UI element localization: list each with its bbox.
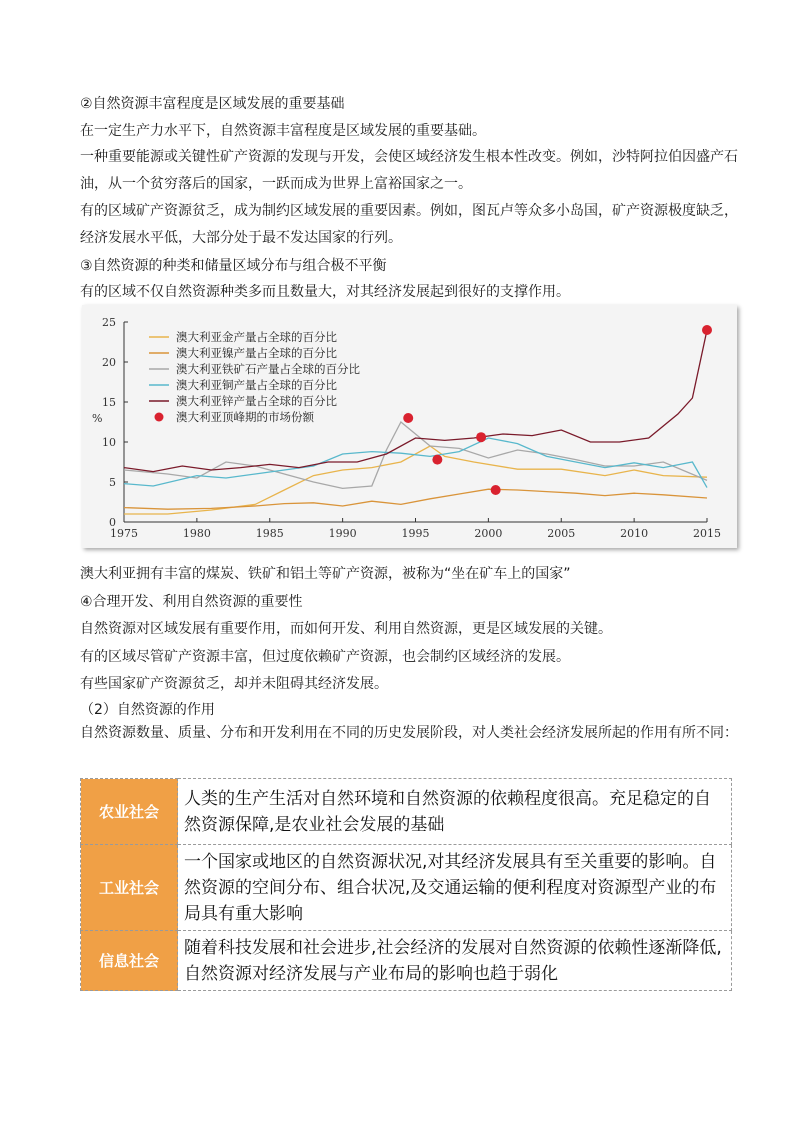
legend-label: 澳大利亚金产量占全球的百分比 [176, 330, 337, 344]
x-tick-label: 1985 [255, 527, 284, 540]
y-tick-label: 0 [109, 516, 116, 529]
table-row [81, 845, 732, 931]
heading-2: ②自然资源丰富程度是区域发展的重要基础 [80, 96, 345, 112]
x-tick-label: 1995 [401, 527, 430, 540]
resource-role-table [80, 778, 732, 991]
peak-point [702, 325, 712, 335]
series-line [124, 446, 707, 514]
legend-label: 澳大利亚铁矿石产量占全球的百分比 [176, 362, 360, 376]
y-tick-label: 25 [102, 316, 116, 329]
x-tick-label: 1980 [182, 527, 211, 540]
paragraph: 自然资源对区域发展有重要作用，而如何开发、利用自然资源，更是区域发展的关键。 [80, 621, 612, 637]
table-row [81, 931, 732, 991]
y-tick-label: 5 [109, 476, 116, 489]
heading-4: ④合理开发、利用自然资源的重要性 [80, 594, 303, 610]
legend-label: 澳大利亚锌产量占全球的百分比 [176, 394, 337, 408]
australia-mineral-share-chart [82, 305, 737, 548]
section-heading: （2）自然资源的作用 [80, 702, 215, 718]
table-row [81, 779, 732, 845]
chart-caption: 澳大利亚拥有丰富的煤炭、铁矿和铝土等矿产资源，被称为“坐在矿车上的国家” [80, 566, 571, 582]
y-tick-label: 15 [102, 396, 116, 409]
x-tick-label: 2010 [620, 527, 649, 540]
row-description: 一个国家或地区的自然资源状况,对其经济发展具有至关重要的影响。自然资源的空间分布、组合状况,及交通运输的便利程度对资源型产业的布局具有重大影响 [178, 845, 732, 931]
x-tick-label: 2005 [547, 527, 576, 540]
x-tick-label: 1990 [328, 527, 357, 540]
peak-point [491, 485, 501, 495]
series-line [124, 438, 707, 488]
row-label: 农业社会 [81, 779, 178, 845]
series-line [124, 489, 707, 509]
row-description: 人类的生产生活对自然环境和自然资源的依赖程度很高。充足稳定的自然资源保障,是农业社会发展的基础 [178, 779, 732, 845]
chart-svg [82, 305, 737, 548]
paragraph: 一种重要能源或关键性矿产资源的发现与开发，会使区域经济发生根本性改变。例如，沙特阿拉伯因盛产石油，从一个贫穷落后的国家，一跃而成为世界上富裕国家之一。 [80, 149, 738, 192]
legend-marker [155, 413, 164, 422]
peak-point [476, 432, 486, 442]
row-label: 信息社会 [81, 931, 178, 991]
paragraph: 有的区域不仅自然资源种类多而且数量大，对其经济发展起到很好的支撑作用。 [80, 284, 570, 300]
y-tick-label: 20 [102, 356, 116, 369]
x-tick-label: 2015 [693, 527, 721, 540]
peak-point [432, 455, 442, 465]
peak-point [403, 413, 413, 423]
paragraph: 有的区域尽管矿产资源丰富，但过度依赖矿产资源，也会制约区域经济的发展。 [80, 649, 570, 665]
x-tick-label: 2000 [474, 527, 503, 540]
row-description: 随着科技发展和社会进步,社会经济的发展对自然资源的依赖性逐渐降低,自然资源对经济发展与产业布局的影响也趋于弱化 [178, 931, 732, 991]
row-label: 工业社会 [81, 845, 178, 931]
heading-3: ③自然资源的种类和储量区域分布与组合极不平衡 [80, 258, 387, 274]
paragraph: 自然资源数量、质量、分布和开发利用在不同的历史发展阶段，对人类社会经济发展所起的作用有所不同： [80, 725, 738, 741]
paragraph: 有的区域矿产资源贫乏，成为制约区域发展的重要因素。例如，图瓦卢等众多小岛国，矿产资源极度缺乏，经济发展水平低，大部分处于最不发达国家的行列。 [80, 203, 738, 246]
legend-label: 澳大利亚镍产量占全球的百分比 [176, 346, 337, 360]
legend-label: 澳大利亚铜产量占全球的百分比 [176, 378, 337, 392]
paragraph: 在一定生产力水平下，自然资源丰富程度是区域发展的重要基础。 [80, 123, 486, 139]
y-tick-label: 10 [102, 436, 116, 449]
x-tick-label: 1975 [110, 527, 138, 540]
paragraph: 有些国家矿产资源贫乏，却并未阻碍其经济发展。 [80, 676, 388, 692]
legend-label: 澳大利亚顶峰期的市场份额 [176, 410, 314, 424]
y-axis-label: % [92, 412, 103, 425]
